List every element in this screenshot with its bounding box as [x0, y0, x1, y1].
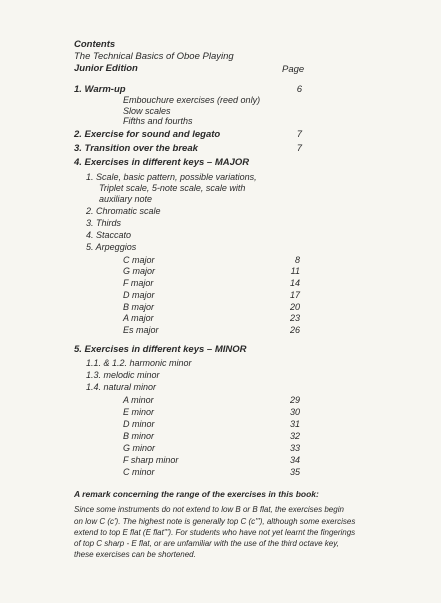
key-name: G minor	[123, 443, 156, 453]
section-1-item: Slow scales	[123, 106, 171, 116]
section-4-item: 2. Chromatic scale	[86, 206, 161, 216]
key-name: F major	[123, 278, 154, 288]
key-page: 31	[289, 419, 300, 429]
key-page: 23	[289, 313, 300, 323]
section-5-title: 5. Exercises in different keys – MINOR	[74, 344, 247, 355]
key-page: 14	[289, 278, 300, 288]
key-page: 33	[289, 443, 300, 453]
section-4-item: Triplet scale, 5-note scale, scale with	[99, 183, 246, 193]
key-name: D major	[123, 290, 155, 300]
section-4-item: 4. Staccato	[86, 230, 132, 240]
section-5-item: 1.4. natural minor	[86, 382, 157, 392]
section-4-item: auxiliary note	[99, 194, 153, 204]
edition-label: Junior Edition	[74, 63, 138, 74]
key-page: 30	[289, 407, 300, 417]
section-1-page: 6	[296, 84, 302, 95]
section-4-item: 5. Arpeggios	[86, 242, 137, 252]
contents-heading: Contents	[74, 39, 116, 50]
remark-line: extend to top E flat (E flat'''). For students who have not yet learnt the fingerings	[74, 528, 356, 537]
key-page: 29	[289, 395, 300, 405]
key-page: 8	[294, 255, 300, 265]
key-name: B major	[123, 302, 155, 312]
section-1-item: Embouchure exercises (reed only)	[123, 95, 261, 105]
key-name: F sharp minor	[123, 455, 179, 465]
section-1-title: 1. Warm-up	[74, 84, 126, 95]
key-name: C minor	[123, 467, 155, 477]
key-page: 34	[289, 455, 300, 465]
key-page: 20	[289, 302, 300, 312]
section-2-title: 2. Exercise for sound and legato	[74, 129, 221, 140]
section-4-item: 1. Scale, basic pattern, possible variations,	[86, 172, 257, 182]
remark-line: these exercises can be shortened.	[74, 550, 196, 559]
key-page: 35	[289, 467, 300, 477]
section-3-title: 3. Transition over the break	[74, 143, 198, 154]
section-4-title: 4. Exercises in different keys – MAJOR	[74, 157, 250, 168]
section-4-item: 3. Thirds	[86, 218, 122, 228]
section-3-page: 7	[296, 143, 302, 154]
section-5-item: 1.3. melodic minor	[86, 370, 160, 380]
key-name: E minor	[123, 407, 155, 417]
book-title: The Technical Basics of Oboe Playing	[74, 51, 234, 62]
remark-line: Since some instruments do not extend to low B or B flat, the exercises begin	[74, 505, 344, 514]
key-page: 11	[290, 266, 300, 276]
key-page: 17	[289, 290, 300, 300]
key-name: G major	[123, 266, 156, 276]
section-1-item: Fifths and fourths	[123, 116, 193, 126]
key-name: A minor	[123, 395, 154, 405]
page-column-label: Page	[282, 64, 305, 75]
section-5-item: 1.1. & 1.2. harmonic minor	[86, 358, 192, 368]
key-name: C major	[123, 255, 155, 265]
remark-title: A remark concerning the range of the exercises in this book:	[74, 489, 319, 499]
key-name: A major	[123, 313, 154, 323]
key-name: B minor	[123, 431, 155, 441]
key-name: D minor	[123, 419, 155, 429]
key-page: 26	[289, 325, 300, 335]
key-page: 32	[289, 431, 300, 441]
key-name: Es major	[123, 325, 159, 335]
remark-line: of top C sharp - E flat, or are unfamiliar with the use of the third octave key,	[74, 539, 339, 548]
section-2-page: 7	[296, 129, 302, 140]
remark-line: on low C (c'). The highest note is generally top C (c'''), although some exercises	[74, 517, 356, 526]
